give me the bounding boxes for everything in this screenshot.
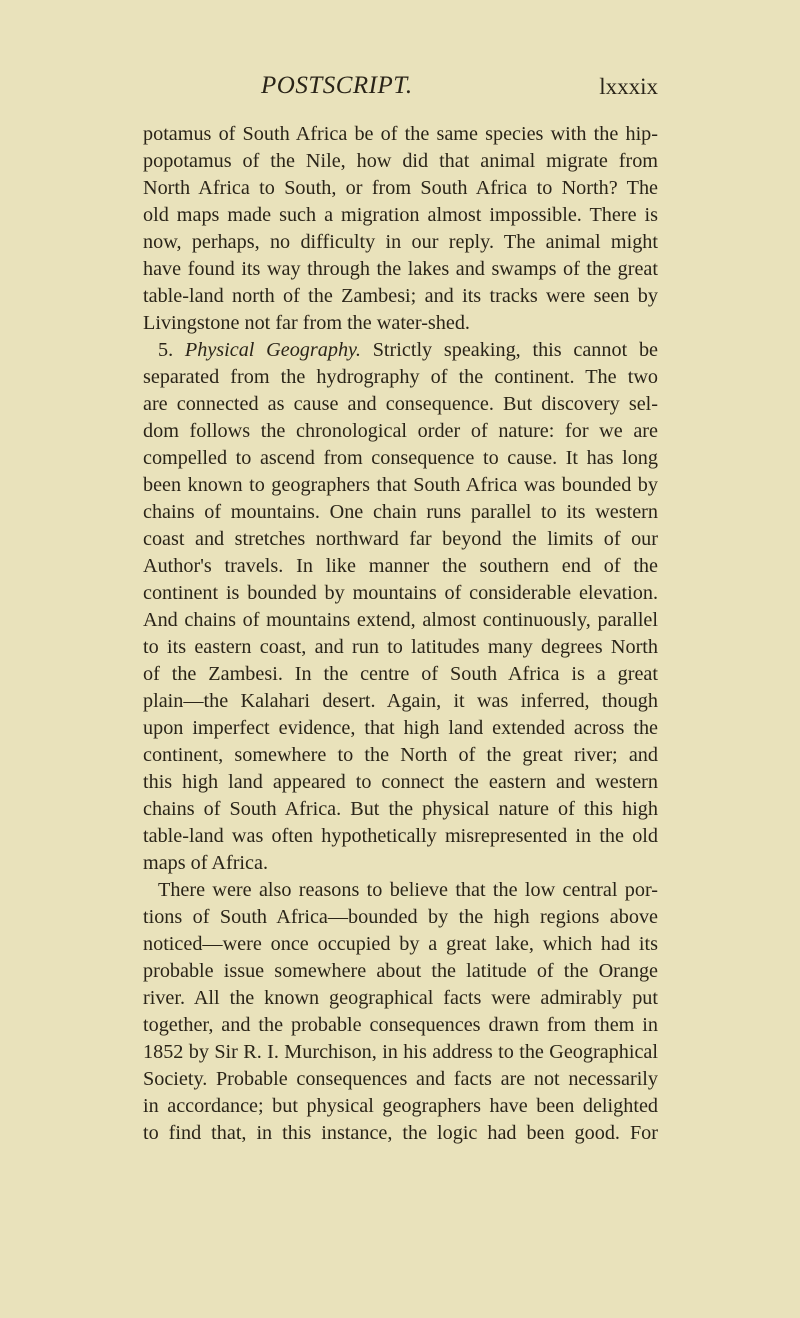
text-line: table-land was often hypothetically misrepresented in the old	[143, 825, 658, 847]
section-number: 5.	[158, 339, 174, 361]
text-line: potamus of South Africa be of the same species with the hip-	[143, 123, 658, 145]
text-line: popotamus of the Nile, how did that animal migrate from	[143, 150, 658, 172]
text-line: 1852 by Sir R. I. Murchison, in his address to the Geographical	[143, 1041, 658, 1063]
text-line: maps of Africa.	[143, 852, 269, 874]
section-heading: Physical Geography.	[184, 339, 361, 361]
text-line: North Africa to South, or from South Africa to North? The	[143, 177, 658, 199]
text-line: compelled to ascend from consequence to cause. It has long	[143, 447, 658, 469]
text-line: have found its way through the lakes and swamps of the great	[143, 258, 658, 280]
text-line: upon imperfect evidence, that high land extended across the	[143, 717, 658, 739]
body-text	[143, 121, 658, 1147]
text-line: chains of South Africa. But the physical nature of this high	[143, 798, 658, 820]
text-line: probable issue somewhere about the latitude of the Orange	[143, 960, 658, 982]
text-line: been known to geographers that South Africa was bounded by	[143, 474, 658, 496]
text-line: to its eastern coast, and run to latitudes many degrees North	[143, 636, 658, 658]
text-line: together, and the probable consequences drawn from them in	[143, 1014, 658, 1036]
page-number: lxxxix	[599, 74, 658, 99]
text-line: Society. Probable consequences and facts are not necessarily	[143, 1068, 658, 1090]
text-line: old maps made such a migration almost impossible. There is	[143, 204, 658, 226]
text-line: Livingstone not far from the water-shed.	[143, 312, 470, 334]
text-line: And chains of mountains extend, almost continuously, parallel	[143, 609, 658, 631]
text-line: now, perhaps, no difficulty in our reply. The animal might	[143, 231, 658, 253]
running-title: POSTSCRIPT.	[261, 72, 413, 99]
text-line: are connected as cause and consequence. But discovery sel-	[143, 393, 658, 415]
text-line: Author's travels. In like manner the southern end of the	[143, 555, 658, 577]
text-line: noticed—were once occupied by a great lake, which had its	[143, 933, 658, 955]
text-line: table-land north of the Zambesi; and its tracks were seen by	[143, 285, 658, 307]
text-line: coast and stretches northward far beyond the limits of our	[143, 528, 658, 550]
text-line: of the Zambesi. In the centre of South Africa is a great	[143, 663, 658, 685]
text-line: separated from the hydrography of the continent. The two	[143, 366, 658, 388]
text-line: river. All the known geographical facts were admirably put	[143, 987, 658, 1009]
text-line: to find that, in this instance, the logic had been good. For	[143, 1122, 658, 1144]
text-line: tions of South Africa—bounded by the high regions above	[143, 906, 658, 928]
section-heading-rest: Strictly speaking, this cannot be	[372, 339, 659, 361]
running-header	[143, 72, 658, 106]
text-line: chains of mountains. One chain runs parallel to its western	[143, 501, 658, 523]
text-line: plain—the Kalahari desert. Again, it was inferred, though	[143, 690, 658, 712]
text-line: in accordance; but physical geographers have been delighted	[143, 1095, 658, 1117]
section-heading-line	[143, 337, 658, 364]
text-line: continent, somewhere to the North of the great river; and	[143, 744, 658, 766]
text-line: dom follows the chronological order of nature: for we are	[143, 420, 658, 442]
text-line: this high land appeared to connect the eastern and western	[143, 771, 658, 793]
text-line: continent is bounded by mountains of considerable elevation.	[143, 582, 658, 604]
text-line: There were also reasons to believe that the low central por-	[158, 879, 658, 901]
